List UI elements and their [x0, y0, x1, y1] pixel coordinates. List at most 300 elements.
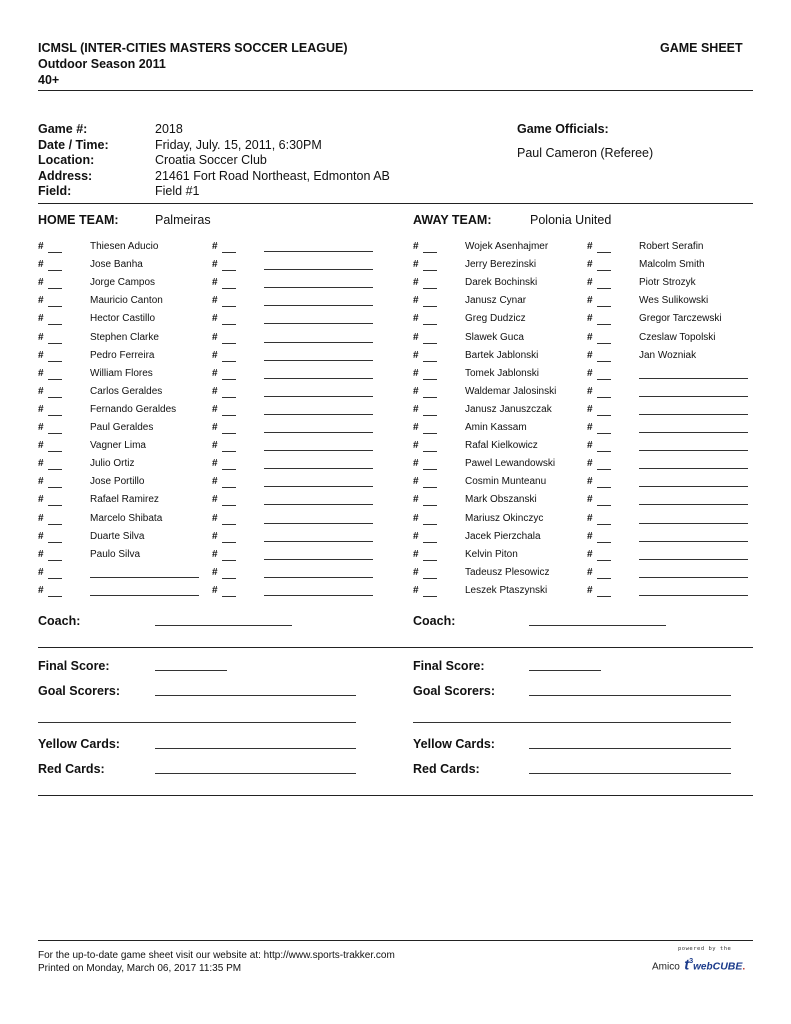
roster-row [212, 277, 380, 289]
jersey-number-blank[interactable] [423, 423, 437, 434]
away-goal-scorers-line-2[interactable] [413, 722, 731, 723]
roster-row [212, 350, 380, 362]
player-name: Duarte Silva [90, 530, 145, 542]
jersey-number-blank[interactable] [222, 405, 236, 416]
player-name: Jorge Campos [90, 277, 156, 289]
jersey-number-blank[interactable] [48, 387, 62, 398]
player-name: Jacek Pierzchala [465, 530, 541, 542]
jersey-number-hash: # [413, 422, 419, 433]
jersey-number-blank[interactable] [222, 387, 236, 398]
game-sheet-title: GAME SHEET [660, 41, 743, 55]
roster-row [38, 404, 206, 416]
player-name-blank[interactable] [264, 513, 373, 524]
roster-row [413, 458, 581, 470]
home-red-cards-label: Red Cards: [38, 762, 105, 776]
player-name-blank[interactable] [264, 368, 373, 379]
jersey-number-blank[interactable] [48, 514, 62, 525]
player-name-blank[interactable] [639, 549, 748, 560]
jersey-number-blank[interactable] [48, 550, 62, 561]
home-coach-label: Coach: [38, 614, 81, 628]
roster-row [38, 368, 206, 380]
jersey-number-blank[interactable] [423, 278, 437, 289]
player-name-blank[interactable] [264, 458, 373, 469]
jersey-number-hash: # [587, 566, 593, 578]
jersey-number-blank[interactable] [48, 532, 62, 543]
player-name-blank[interactable] [639, 458, 748, 469]
jersey-number-hash: # [587, 313, 593, 325]
jersey-number-blank[interactable] [597, 586, 611, 597]
roster-row [413, 259, 581, 271]
jersey-number-blank[interactable] [222, 459, 236, 470]
player-name: Jose Portillo [90, 476, 145, 488]
jersey-number-blank[interactable] [423, 459, 437, 470]
jersey-number-blank[interactable] [597, 387, 611, 398]
jersey-number-blank[interactable] [48, 568, 62, 579]
jersey-number-hash: # [38, 295, 44, 307]
home-red-cards-line[interactable] [155, 773, 356, 774]
player-name-blank[interactable] [264, 241, 373, 252]
jersey-number-hash: # [38, 367, 44, 379]
jersey-number-hash: # [587, 349, 593, 361]
jersey-number-blank[interactable] [222, 260, 236, 271]
jersey-number-blank[interactable] [597, 477, 611, 488]
jersey-number-blank[interactable] [48, 369, 62, 380]
roster-row [38, 259, 206, 271]
footer-printed-line: Printed on Monday, March 06, 2017 11:35 PM [38, 963, 242, 974]
jersey-number-hash: # [38, 458, 44, 470]
jersey-number-hash: # [413, 313, 419, 325]
jersey-number-blank[interactable] [597, 260, 611, 271]
player-name: Bartek Jablonski [465, 349, 539, 361]
division-title: 40+ [38, 73, 60, 87]
logo-web-text: web [693, 961, 713, 973]
jersey-number-hash: # [212, 313, 218, 325]
player-name-blank[interactable] [639, 513, 748, 524]
roster-row [587, 440, 755, 452]
away-goal-scorers-line[interactable] [529, 695, 731, 696]
jersey-number-blank[interactable] [597, 423, 611, 434]
jersey-number-hash: # [413, 259, 419, 271]
away-yellow-cards-label: Yellow Cards: [413, 737, 495, 751]
home-goal-scorers-line[interactable] [155, 695, 356, 696]
jersey-number-hash: # [413, 584, 419, 596]
jersey-number-blank[interactable] [48, 586, 62, 597]
jersey-number-hash: # [587, 458, 593, 470]
jersey-number-blank[interactable] [597, 314, 611, 325]
jersey-number-blank[interactable] [597, 405, 611, 416]
jersey-number-blank[interactable] [48, 405, 62, 416]
jersey-number-hash: # [38, 331, 44, 343]
roster-row [212, 332, 380, 344]
away-red-cards-label: Red Cards: [413, 762, 480, 776]
jersey-number-blank[interactable] [423, 532, 437, 543]
location-value: Croatia Soccer Club [155, 153, 267, 167]
jersey-number-blank[interactable] [597, 351, 611, 362]
roster-row [413, 440, 581, 452]
player-name: Carlos Geraldes [90, 385, 163, 397]
jersey-number-hash: # [212, 241, 218, 252]
player-name-blank[interactable] [639, 404, 748, 415]
away-final-score-label: Final Score: [413, 659, 485, 673]
league-title: ICMSL (INTER-CITIES MASTERS SOCCER LEAGUE) [38, 41, 348, 55]
jersey-number-hash: # [587, 403, 593, 415]
roster-row [38, 531, 206, 543]
roster-row [212, 549, 380, 561]
player-name-blank[interactable] [264, 386, 373, 397]
jersey-number-blank[interactable] [48, 260, 62, 271]
jersey-number-blank[interactable] [48, 495, 62, 506]
jersey-number-hash: # [413, 458, 419, 470]
logo-amico-text: Amico [652, 961, 680, 973]
player-name-blank[interactable] [639, 531, 748, 542]
jersey-number-hash: # [413, 566, 419, 578]
roster-row [413, 277, 581, 289]
jersey-number-hash: # [212, 259, 218, 271]
roster-row [413, 368, 581, 380]
roster-row [212, 513, 380, 525]
player-name-blank[interactable] [639, 422, 748, 433]
player-name: Waldemar Jalosinski [465, 385, 557, 397]
game-number-label: Game #: [38, 122, 88, 136]
roster-row [413, 422, 581, 434]
roster-row [587, 422, 755, 434]
jersey-number-hash: # [413, 403, 419, 415]
jersey-number-blank[interactable] [597, 514, 611, 525]
roster-row [587, 386, 755, 398]
player-name: Gregor Tarczewski [639, 313, 722, 325]
jersey-number-hash: # [587, 331, 593, 343]
player-name: Leszek Ptaszynski [465, 584, 548, 596]
jersey-number-blank[interactable] [423, 477, 437, 488]
jersey-number-hash: # [413, 241, 419, 252]
jersey-number-blank[interactable] [48, 459, 62, 470]
roster-row [38, 513, 206, 525]
field-value: Field #1 [155, 184, 200, 198]
player-name-blank[interactable] [264, 295, 373, 306]
roster-row [212, 567, 380, 579]
player-name-blank[interactable] [90, 585, 199, 596]
player-name-blank[interactable] [264, 313, 373, 324]
player-name-blank[interactable] [264, 476, 373, 487]
jersey-number-blank[interactable] [48, 242, 62, 253]
game-officials-label: Game Officials: [517, 122, 609, 136]
jersey-number-blank[interactable] [222, 441, 236, 452]
player-name-blank[interactable] [639, 386, 748, 397]
away-team-name: Polonia United [530, 213, 612, 227]
player-name-blank[interactable] [639, 567, 748, 578]
results-divider [38, 795, 753, 796]
jersey-number-blank[interactable] [222, 532, 236, 543]
player-name-blank[interactable] [264, 567, 373, 578]
jersey-number-blank[interactable] [597, 278, 611, 289]
jersey-number-blank[interactable] [423, 260, 437, 271]
jersey-number-blank[interactable] [597, 459, 611, 470]
player-name-blank[interactable] [639, 476, 748, 487]
roster-row [587, 404, 755, 416]
jersey-number-blank[interactable] [423, 351, 437, 362]
roster-row [587, 476, 755, 488]
jersey-number-blank[interactable] [423, 242, 437, 253]
player-name: Mauricio Canton [90, 295, 163, 307]
jersey-number-blank[interactable] [222, 242, 236, 253]
jersey-number-hash: # [587, 530, 593, 542]
player-name: Wes Sulikowski [639, 295, 709, 307]
home-coach-line[interactable] [155, 625, 292, 626]
jersey-number-blank[interactable] [48, 477, 62, 488]
jersey-number-blank[interactable] [222, 423, 236, 434]
player-name-blank[interactable] [264, 332, 373, 343]
jersey-number-hash: # [212, 403, 218, 415]
jersey-number-hash: # [587, 440, 593, 452]
jersey-number-blank[interactable] [423, 405, 437, 416]
home-goal-scorers-line-2[interactable] [38, 722, 356, 723]
roster-row [212, 241, 380, 253]
roster-row [413, 476, 581, 488]
jersey-number-blank[interactable] [423, 333, 437, 344]
roster-row [413, 313, 581, 325]
player-name: Rafael Ramirez [90, 494, 159, 506]
jersey-number-hash: # [38, 584, 44, 596]
jersey-number-hash: # [413, 349, 419, 361]
jersey-number-hash: # [212, 440, 218, 452]
player-name: Wojek Asenhajmer [465, 241, 549, 252]
player-name-blank[interactable] [264, 494, 373, 505]
logo-dot-text: . [742, 961, 746, 973]
jersey-number-hash: # [38, 241, 44, 252]
roster-row [38, 567, 206, 579]
roster-row [38, 494, 206, 506]
roster-row [38, 386, 206, 398]
home-yellow-cards-line[interactable] [155, 748, 356, 749]
jersey-number-blank[interactable] [48, 441, 62, 452]
jersey-number-blank[interactable] [597, 532, 611, 543]
roster-row [587, 277, 755, 289]
jersey-number-blank[interactable] [222, 568, 236, 579]
player-name: Kelvin Piton [465, 548, 518, 560]
player-name: Robert Serafin [639, 241, 704, 252]
jersey-number-hash: # [212, 422, 218, 433]
jersey-number-blank[interactable] [222, 586, 236, 597]
address-label: Address: [38, 168, 93, 183]
jersey-number-hash: # [413, 494, 419, 506]
roster-row [587, 295, 755, 307]
roster-row [38, 549, 206, 561]
jersey-number-hash: # [587, 548, 593, 560]
player-name-blank[interactable] [264, 531, 373, 542]
roster-row [212, 476, 380, 488]
player-name-blank[interactable] [90, 567, 199, 578]
jersey-number-blank[interactable] [48, 314, 62, 325]
player-name-blank[interactable] [264, 549, 373, 560]
player-name-blank[interactable] [639, 440, 748, 451]
jersey-number-blank[interactable] [222, 314, 236, 325]
roster-row [587, 585, 755, 597]
jersey-number-blank[interactable] [423, 495, 437, 506]
jersey-number-hash: # [212, 349, 218, 361]
roster-row [413, 531, 581, 543]
roster-row [413, 332, 581, 344]
jersey-number-blank[interactable] [423, 586, 437, 597]
player-name-blank[interactable] [639, 368, 748, 379]
player-name: Janusz Januszczak [465, 403, 552, 415]
jersey-number-blank[interactable] [222, 278, 236, 289]
jersey-number-blank[interactable] [48, 351, 62, 362]
roster-row [38, 332, 206, 344]
jersey-number-hash: # [38, 277, 44, 289]
jersey-number-hash: # [212, 494, 218, 506]
home-goal-scorers-label: Goal Scorers: [38, 684, 120, 698]
player-name-blank[interactable] [264, 585, 373, 596]
player-name: Jerry Berezinski [465, 259, 537, 271]
jersey-number-hash: # [212, 331, 218, 343]
roster-row [587, 567, 755, 579]
jersey-number-blank[interactable] [597, 495, 611, 506]
player-name: Czeslaw Topolski [639, 331, 716, 343]
roster-row [212, 368, 380, 380]
player-name: Tomek Jablonski [465, 367, 539, 379]
jersey-number-blank[interactable] [222, 550, 236, 561]
jersey-number-blank[interactable] [48, 333, 62, 344]
jersey-number-hash: # [38, 313, 44, 325]
jersey-number-blank[interactable] [423, 296, 437, 307]
roster-row [587, 259, 755, 271]
jersey-number-blank[interactable] [597, 568, 611, 579]
jersey-number-hash: # [587, 494, 593, 506]
jersey-number-hash: # [212, 476, 218, 488]
player-name: Tadeusz Plesowicz [465, 566, 550, 578]
jersey-number-blank[interactable] [222, 495, 236, 506]
roster-row [212, 422, 380, 434]
roster-row [38, 277, 206, 289]
jersey-number-blank[interactable] [222, 514, 236, 525]
jersey-number-hash: # [212, 458, 218, 470]
game-info-values [155, 122, 390, 200]
player-name-blank[interactable] [264, 440, 373, 451]
player-name-blank[interactable] [264, 259, 373, 270]
jersey-number-hash: # [38, 440, 44, 452]
player-name: Mariusz Okinczyc [465, 512, 544, 524]
jersey-number-blank[interactable] [597, 441, 611, 452]
jersey-number-blank[interactable] [597, 369, 611, 380]
home-final-score-line[interactable] [155, 670, 227, 671]
player-name: Jose Banha [90, 259, 143, 271]
jersey-number-hash: # [38, 530, 44, 542]
footer-website-line: For the up-to-date game sheet visit our website at: http://www.sports-trakker.com [38, 950, 395, 961]
jersey-number-hash: # [587, 367, 593, 379]
jersey-number-blank[interactable] [222, 333, 236, 344]
address-value: 21461 Fort Road Northeast, Edmonton AB [155, 168, 390, 183]
player-name: Paulo Silva [90, 548, 141, 560]
player-name-blank[interactable] [639, 585, 748, 596]
jersey-number-blank[interactable] [597, 550, 611, 561]
player-name: Marcelo Shibata [90, 512, 163, 524]
player-name: Mark Obszanski [465, 494, 537, 506]
jersey-number-blank[interactable] [423, 314, 437, 325]
jersey-number-blank[interactable] [597, 333, 611, 344]
roster-divider [38, 647, 753, 648]
player-name: Thiesen Aducio [90, 241, 159, 252]
player-name: Janusz Cynar [465, 295, 527, 307]
away-final-score-line[interactable] [529, 670, 601, 671]
roster-row [38, 313, 206, 325]
jersey-number-hash: # [212, 385, 218, 397]
jersey-number-hash: # [212, 367, 218, 379]
jersey-number-hash: # [38, 494, 44, 506]
jersey-number-hash: # [413, 277, 419, 289]
away-team-label: AWAY TEAM: [413, 213, 492, 227]
home-team-label: HOME TEAM: [38, 213, 119, 227]
jersey-number-hash: # [212, 277, 218, 289]
player-name-blank[interactable] [264, 277, 373, 288]
roster-row [587, 458, 755, 470]
player-name-blank[interactable] [639, 494, 748, 505]
jersey-number-hash: # [413, 295, 419, 307]
player-name-blank[interactable] [264, 350, 373, 361]
jersey-number-blank[interactable] [222, 296, 236, 307]
roster-row [587, 241, 755, 253]
jersey-number-blank[interactable] [423, 550, 437, 561]
jersey-number-blank[interactable] [423, 369, 437, 380]
jersey-number-blank[interactable] [423, 387, 437, 398]
jersey-number-blank[interactable] [423, 441, 437, 452]
jersey-number-blank[interactable] [423, 514, 437, 525]
roster-row [587, 531, 755, 543]
away-yellow-cards-line[interactable] [529, 748, 731, 749]
away-coach-line[interactable] [529, 625, 666, 626]
player-name: Pedro Ferreira [90, 349, 155, 361]
jersey-number-blank[interactable] [222, 369, 236, 380]
roster-row [413, 567, 581, 579]
away-red-cards-line[interactable] [529, 773, 731, 774]
info-divider [38, 203, 753, 204]
roster-row [212, 259, 380, 271]
header-divider [38, 90, 753, 91]
jersey-number-hash: # [587, 422, 593, 433]
jersey-number-blank[interactable] [423, 568, 437, 579]
jersey-number-blank[interactable] [597, 242, 611, 253]
jersey-number-blank[interactable] [222, 351, 236, 362]
footer-divider [38, 940, 753, 941]
jersey-number-blank[interactable] [48, 423, 62, 434]
jersey-number-hash: # [587, 295, 593, 307]
jersey-number-hash: # [587, 584, 593, 596]
player-name: Paul Geraldes [90, 422, 154, 433]
logo-t-text: t [684, 956, 690, 974]
game-number-value: 2018 [155, 122, 183, 136]
player-name: Fernando Geraldes [90, 403, 177, 415]
jersey-number-hash: # [587, 277, 593, 289]
roster-row [587, 494, 755, 506]
jersey-number-blank[interactable] [48, 278, 62, 289]
jersey-number-blank[interactable] [48, 296, 62, 307]
player-name-blank[interactable] [264, 404, 373, 415]
logo-cube-text: CUBE [712, 960, 743, 973]
jersey-number-blank[interactable] [222, 477, 236, 488]
player-name: Vagner Lima [90, 440, 146, 452]
roster-row [413, 350, 581, 362]
roster-row [38, 585, 206, 597]
player-name: Pawel Lewandowski [465, 458, 556, 470]
jersey-number-hash: # [212, 566, 218, 578]
roster-row [212, 494, 380, 506]
jersey-number-hash: # [38, 385, 44, 397]
roster-row [38, 476, 206, 488]
player-name-blank[interactable] [264, 422, 373, 433]
game-officials-value: Paul Cameron (Referee) [517, 146, 654, 160]
jersey-number-blank[interactable] [597, 296, 611, 307]
jersey-number-hash: # [587, 385, 593, 397]
jersey-number-hash: # [587, 512, 593, 524]
